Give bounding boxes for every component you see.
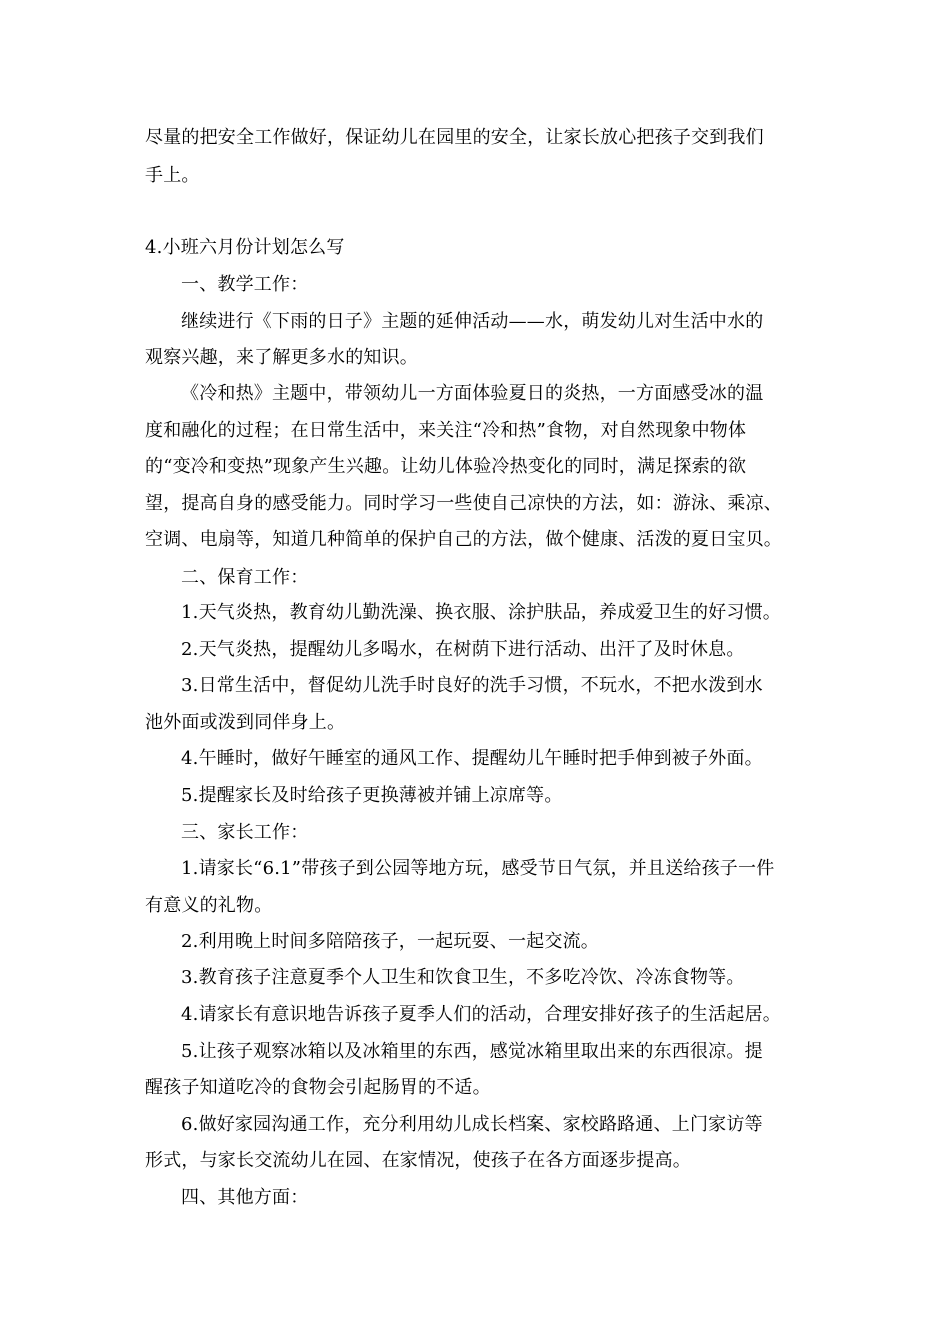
text-line: 望，提高自身的感受能力。同时学习一些使自己凉快的方法，如：游泳、乘凉、: [145, 493, 782, 514]
list-item: 2.天气炎热，提醒幼儿多喝水，在树荫下进行活动、出汗了及时休息。: [181, 639, 745, 660]
text-line: 空调、电扇等，知道几种简单的保护自己的方法，做个健康、活泼的夏日宝贝。: [145, 529, 782, 550]
text-line: 度和融化的过程；在日常生活中，来关注“冷和热”食物，对自然现象中物体: [145, 420, 747, 441]
text-line: 有意义的礼物。: [145, 895, 273, 916]
text-line: 观察兴趣，来了解更多水的知识。: [145, 347, 418, 368]
text-line: 尽量的把安全工作做好，保证幼儿在园里的安全，让家长放心把孩子交到我们: [145, 127, 764, 148]
list-item: 4.请家长有意识地告诉孩子夏季人们的活动，合理安排好孩子的生活起居。: [181, 1004, 781, 1025]
text-line: 《冷和热》主题中，带领幼儿一方面体验夏日的炎热，一方面感受冰的温: [181, 383, 764, 404]
text-line: 手上。: [145, 165, 200, 186]
text-line: 继续进行《下雨的日子》主题的延伸活动——水，萌发幼儿对生活中水的: [181, 311, 764, 332]
text-line: 醒孩子知道吃冷的食物会引起肠胃的不适。: [145, 1077, 491, 1098]
subheading: 三、家长工作：: [181, 822, 309, 843]
list-item: 3.日常生活中，督促幼儿洗手时良好的洗手习惯，不玩水，不把水泼到水: [181, 675, 763, 696]
list-item: 1.天气炎热，教育幼儿勤洗澡、换衣服、涂护肤品，养成爱卫生的好习惯。: [181, 602, 781, 623]
list-item: 3.教育孩子注意夏季个人卫生和饮食卫生，不多吃冷饮、冷冻食物等。: [181, 967, 745, 988]
section-heading: 4.小班六月份计划怎么写: [145, 237, 345, 258]
list-item: 5.让孩子观察冰箱以及冰箱里的东西，感觉冰箱里取出来的东西很凉。提: [181, 1041, 763, 1062]
list-item: 1.请家长“6.1”带孩子到公园等地方玩，感受节日气氛，并且送给孩子一件: [181, 858, 775, 879]
list-item: 6.做好家园沟通工作，充分利用幼儿成长档案、家校路路通、上门家访等: [181, 1114, 763, 1135]
text-line: 的“变冷和变热”现象产生兴趣。让幼儿体验冷热变化的同时，满足探索的欲: [145, 456, 747, 477]
list-item: 5.提醒家长及时给孩子更换薄被并铺上凉席等。: [181, 785, 563, 806]
subheading: 一、教学工作：: [181, 274, 309, 295]
text-line: 池外面或泼到同伴身上。: [145, 712, 346, 733]
subheading: 二、保育工作：: [181, 567, 309, 588]
text-line: 形式，与家长交流幼儿在园、在家情况，使孩子在各方面逐步提高。: [145, 1150, 691, 1171]
list-item: 2.利用晚上时间多陪陪孩子，一起玩耍、一起交流。: [181, 931, 599, 952]
subheading: 四、其他方面：: [181, 1187, 309, 1208]
list-item: 4.午睡时，做好午睡室的通风工作、提醒幼儿午睡时把手伸到被子外面。: [181, 748, 763, 769]
